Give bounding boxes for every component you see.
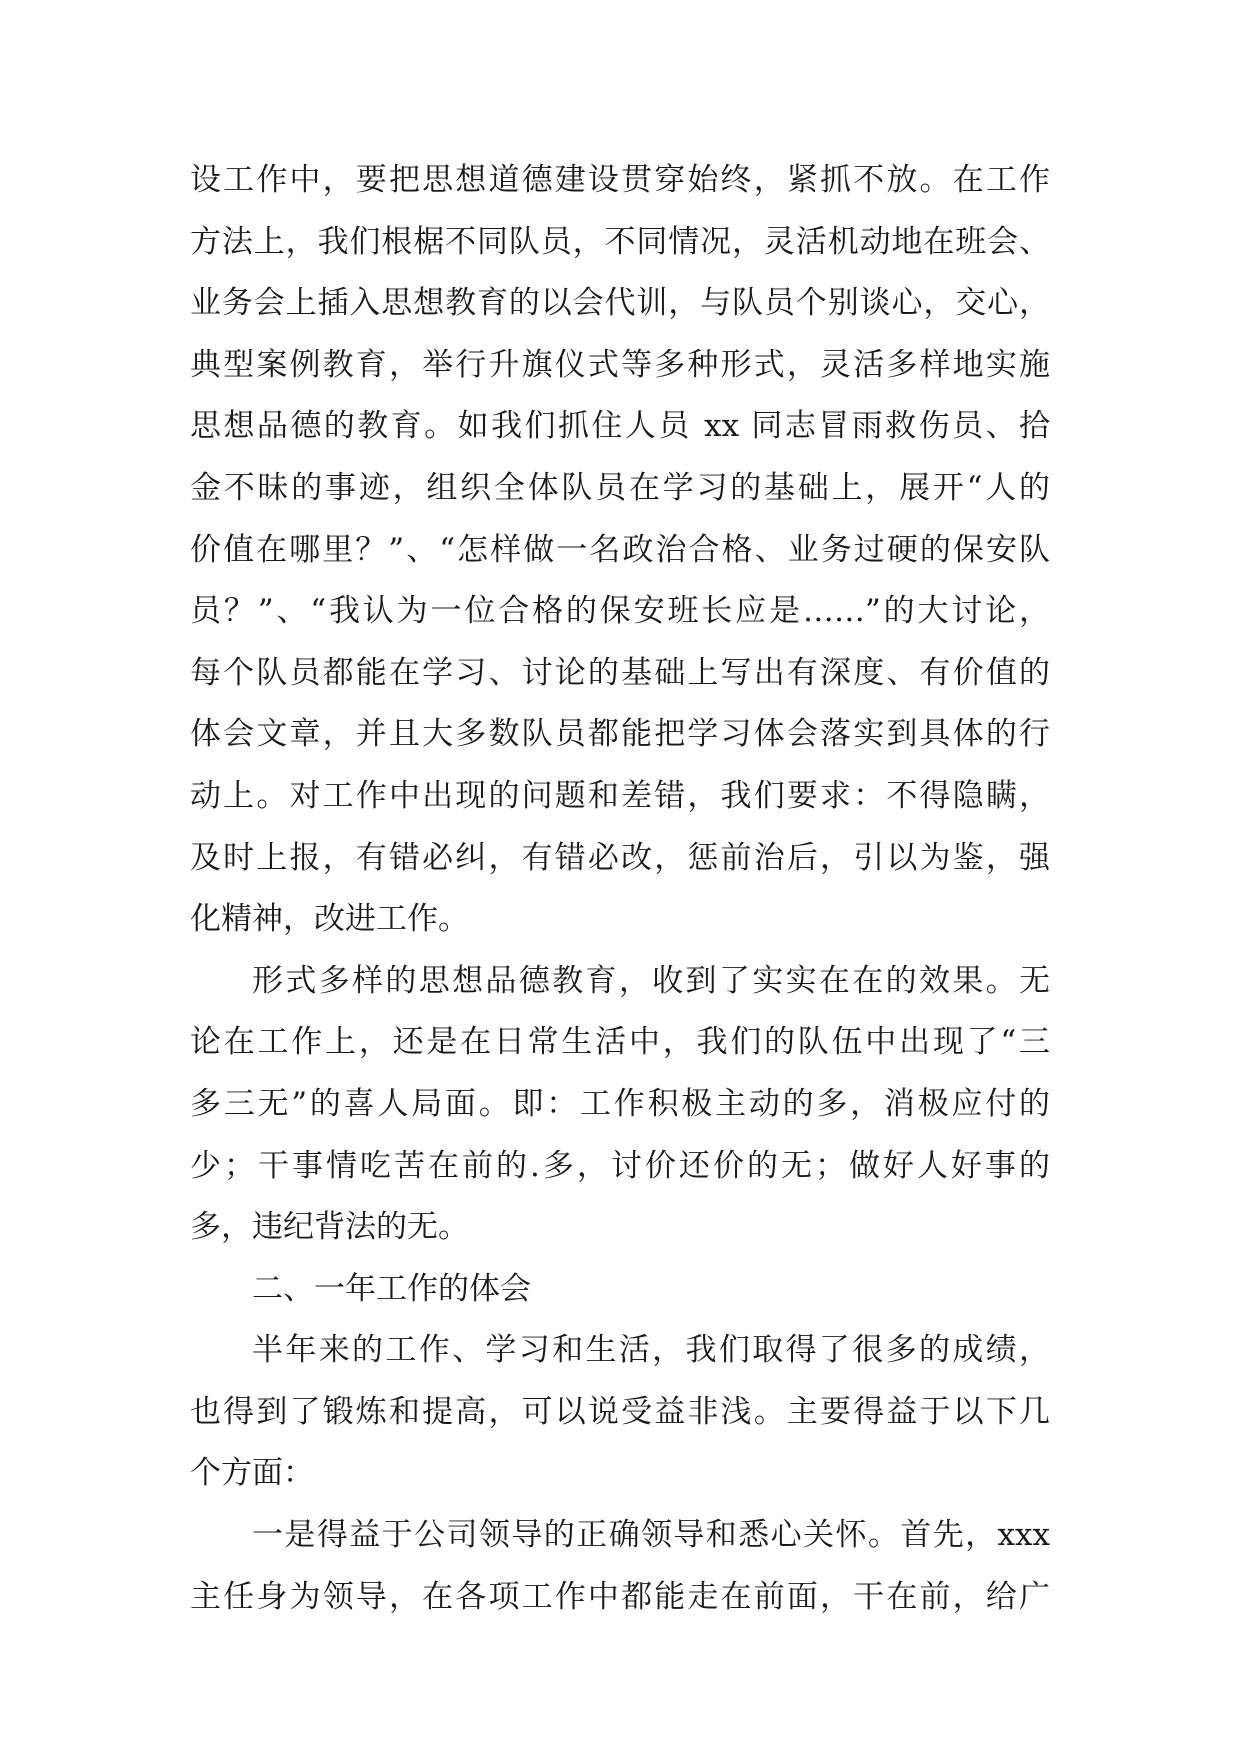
text-line: 个方面： (190, 1455, 314, 1492)
text-line: 动上。对工作中出现的问题和差错，我们要求：不得隐瞒， (190, 777, 1050, 814)
text-line: 也得到了锻炼和提高，可以说受益非浅。主要得益于以下几 (190, 1393, 1050, 1430)
text-line: 金不昧的事迹，组织全体队员在学习的基础上，展开“人的 (190, 469, 1050, 506)
text-line: 方法上，我们根椐不同队员，不同情况，灵活机动地在班会、 (190, 223, 1050, 260)
text-line: 每个队员都能在学习、讨论的基础上写出有深度、有价值的 (190, 654, 1050, 691)
text-line: 少；干事情吃苦在前的.多，讨价还价的无；做好人好事的 (190, 1147, 1050, 1184)
paragraph-first-line: 半年来的工作、学习和生活，我们取得了很多的成绩， (252, 1332, 1050, 1369)
text-line: 化精神，改进工作。 (190, 901, 469, 938)
paragraph-first-line: 一是得益于公司领导的正确领导和悉心关怀。首先，xxx (252, 1517, 1050, 1554)
text-line: 价值在哪里？”、“怎样做一名政治合格、业务过硬的保安队 (190, 531, 1050, 568)
text-line: 多，违纪背法的无。 (190, 1209, 469, 1246)
document-body (190, 150, 1050, 1628)
text-line: 思想品德的教育。如我们抓住人员 xx 同志冒雨救伤员、拾 (190, 408, 1050, 445)
text-line: 设工作中，要把思想道德建设贯穿始终，紧抓不放。在工作 (190, 162, 1050, 198)
text-line: 典型案例教育，举行升旗仪式等多种形式，灵活多样地实施 (190, 346, 1050, 383)
text-line: 员？”、“我认为一位合格的保安班长应是……”的大讨论， (190, 593, 1050, 630)
text-line: 多三无”的喜人局面。即：工作积极主动的多，消极应付的 (190, 1085, 1050, 1122)
paragraph-first-line: 形式多样的思想品德教育，收到了实实在在的效果。无 (252, 962, 1050, 999)
text-line: 主任身为领导，在各项工作中都能走在前面，干在前，给广 (190, 1578, 1050, 1615)
text-line: 论在工作上，还是在日常生活中，我们的队伍中出现了“三 (190, 1024, 1050, 1061)
section-heading: 二、一年工作的体会 (252, 1270, 531, 1307)
text-line: 及时上报，有错必纠，有错必改，惩前治后，引以为鉴，强 (190, 839, 1050, 876)
text-line: 体会文章，并且大多数队员都能把学习体会落实到具体的行 (190, 716, 1050, 753)
text-line: 业务会上插入思想教育的以会代训，与队员个别谈心，交心， (190, 285, 1050, 322)
